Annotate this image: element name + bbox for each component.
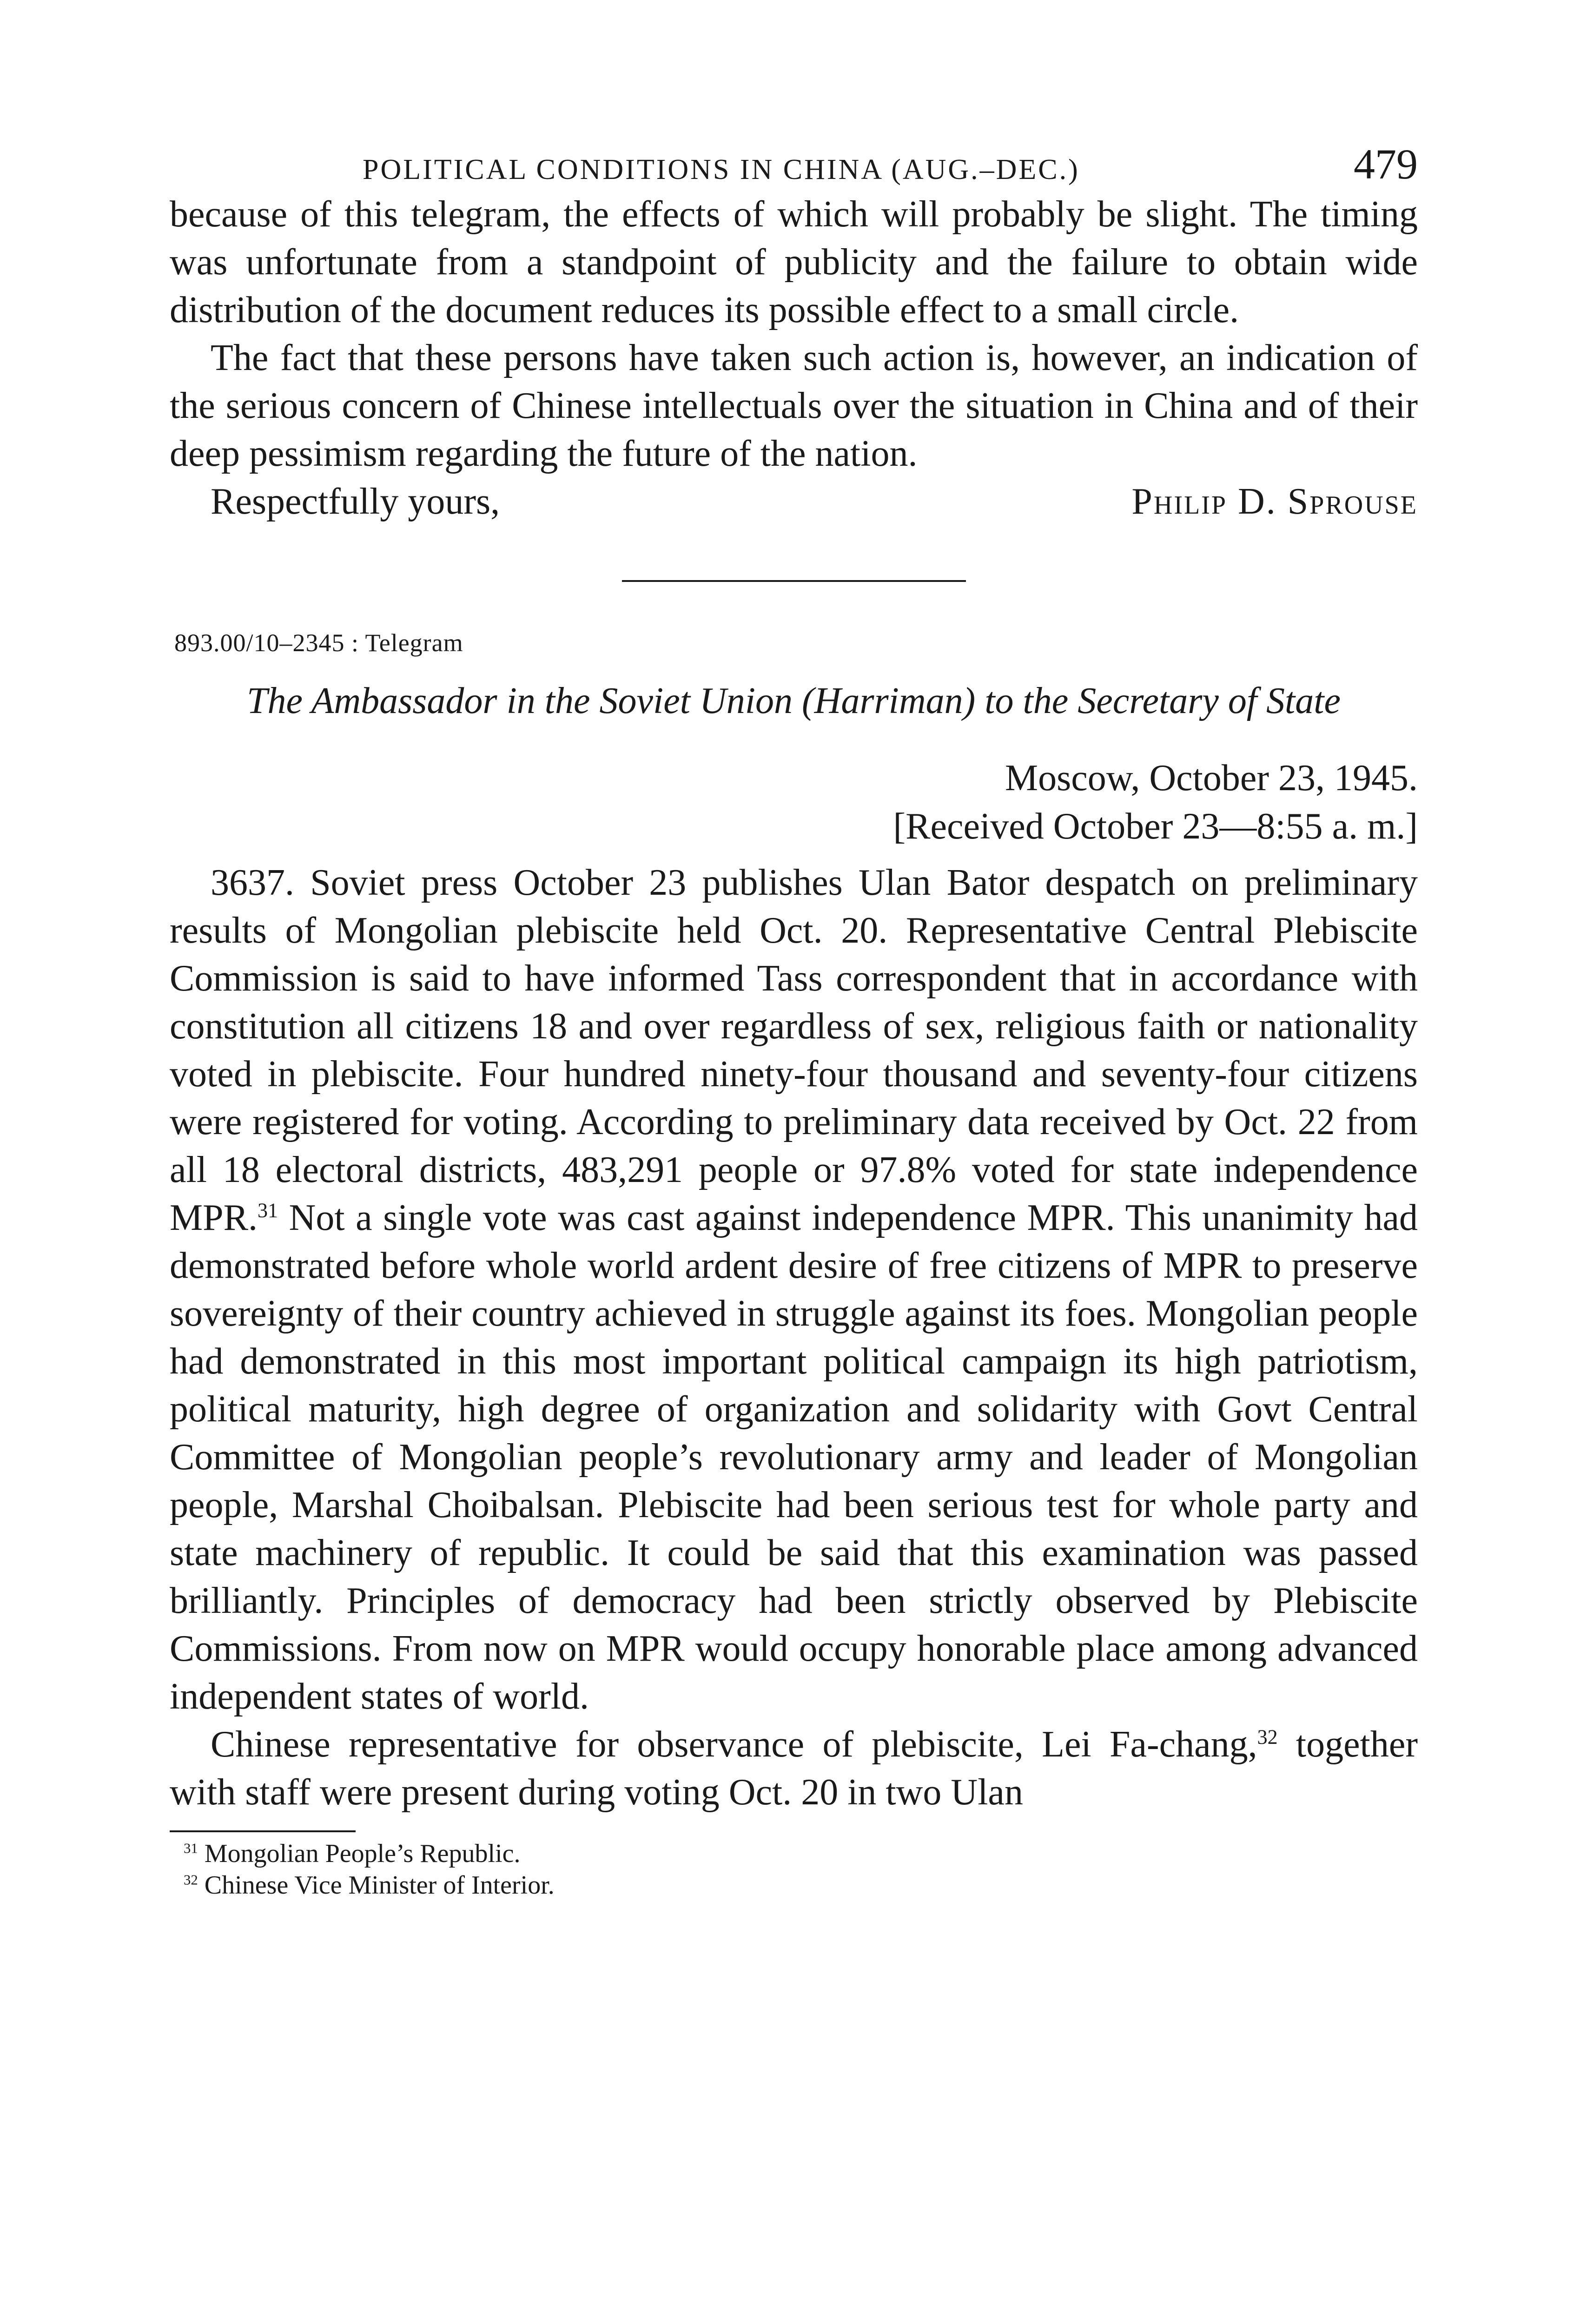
footnote-text: Mongolian People’s Republic. xyxy=(204,1839,521,1868)
telegram-text: 3637. Soviet press October 23 publishes Ulan Bator despatch on preliminary results of Mongolian plebiscite held Oct. 20. Representative Central Plebiscite Commission is said to have informed Tass correspondent that in accordance with constitution all citizens 18 and over regardless of sex, religious faith or nationality voted in plebiscite. Four hundred ninety-four thousand and seventy-four citizens were registered for voting. According to preliminary data received by Oct. 22 from all 18 electoral districts, 483,291 people or 97.8% voted for state independence MPR. xyxy=(170,862,1418,1238)
closing-salutation: Respectfully yours, xyxy=(211,481,500,522)
footnote-text: Chinese Vice Minister of Interior. xyxy=(204,1871,555,1900)
continuation-paragraph: because of this telegram, the effects of which will probably be slight. The timing was unfortunate from a standpoint of publicity and the failure to obtain wide distribution of the document reduces its possible effect to a small circle. xyxy=(170,194,1418,330)
footnote-marker: 31 xyxy=(184,1840,198,1856)
letter-closing xyxy=(170,478,1418,529)
running-title: POLITICAL CONDITIONS IN CHINA (AUG.–DEC.) xyxy=(363,154,1080,185)
page-number: 479 xyxy=(1354,140,1418,188)
closing-signature: Philip D. Sprouse xyxy=(1131,481,1418,522)
footnote-ref-32: 32 xyxy=(1257,1725,1278,1749)
dateline: Moscow, October 23, 1945. xyxy=(1005,758,1418,799)
footnote-rule xyxy=(170,1830,356,1832)
section-divider xyxy=(622,580,966,582)
document-reference: 893.00/10–2345 : Telegram xyxy=(174,629,463,657)
footnote-ref-31: 31 xyxy=(257,1199,278,1222)
page xyxy=(170,139,1418,1901)
running-header xyxy=(170,139,1418,191)
dateline-block xyxy=(170,754,1418,851)
document-title: The Ambassador in the Soviet Union (Harriman) to the Secretary of State xyxy=(246,680,1341,721)
footnote xyxy=(184,1869,1418,1901)
footnote-marker: 32 xyxy=(184,1872,198,1888)
telegram-paragraph-2 xyxy=(170,1721,1418,1816)
telegram-paragraph-1 xyxy=(170,859,1418,1721)
telegram-text: together with staff were present during voting Oct. 20 in two Ulan xyxy=(170,1724,1418,1813)
received-line: [Received October 23—8:55 a. m.] xyxy=(893,806,1418,847)
telegram-text: Not a single vote was cast against independence MPR. This unanimity had demonstrated before whole world ardent desire of free citizens of MPR to preserve sovereignty of their country achieved in struggle against its foes. Mongolian people had demonstrated in this most important political campaign its high patriotism, political maturity, high degree of organization and solidarity with Govt Central Committee of Mongolian people’s revolutionary army and leader of Mongolian people, Marshal Choibalsan. Plebiscite had been serious test for whole party and state machinery of republic. It could be said that this examination was passed brilliantly. Principles of democracy had been strictly observed by Plebiscite Commissions. From now on MPR would occupy honorable place among advanced independent states of world. xyxy=(170,1197,1418,1717)
paragraph-intellectuals: The fact that these persons have taken such action is, however, an indication of the serious concern of Chinese intellectuals over the situation in China and of their deep pessimism regarding the future of the nation. xyxy=(170,337,1418,474)
footnote xyxy=(184,1838,1418,1869)
telegram-text: Chinese representative for observance of plebiscite, Lei Fa-chang, xyxy=(211,1724,1257,1765)
